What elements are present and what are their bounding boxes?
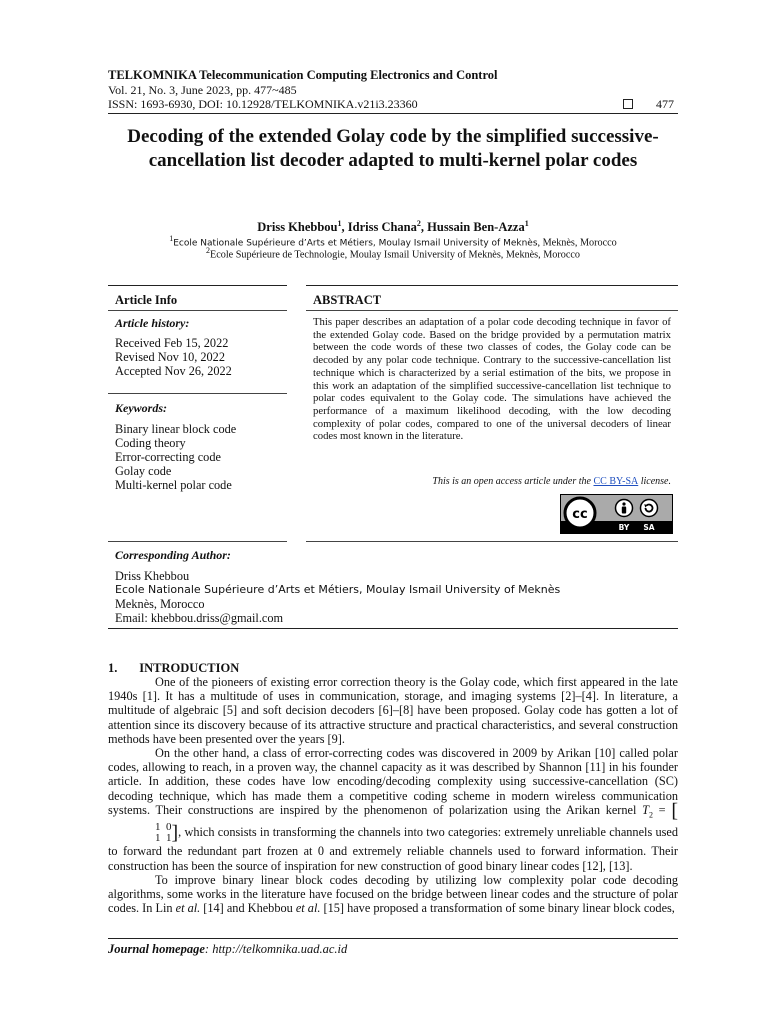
affiliation-2: [108, 246, 678, 260]
paragraph-text: [14] and Khebbou: [200, 901, 296, 916]
open-access-notice: [313, 476, 671, 487]
open-access-suffix: license.: [638, 476, 671, 487]
kernel-equals: =: [652, 802, 672, 817]
header-divider: [108, 113, 678, 114]
et-al: et al.: [175, 901, 201, 916]
keyword-item: Coding theory: [115, 436, 186, 450]
affiliation-sup: 2: [206, 246, 210, 255]
cc-badge-graphic: [561, 495, 672, 533]
corresponding-rule-left: [108, 541, 287, 542]
author-name: Idriss Chana: [347, 220, 417, 235]
article-history-heading: Article history:: [115, 316, 190, 330]
keyword-item: Multi-kernel polar code: [115, 478, 232, 492]
paragraph-text: To improve binary linear block codes decoding by utilizing low complexity polar code decoding algorithms, some works in the literature have focused on the bridge between linear codes and the structure of polar codes. In Lin: [108, 872, 678, 916]
journal-volume: Vol. 21, No. 3, June 2023, pp. 477~485: [108, 83, 297, 97]
et-al: et al.: [295, 901, 321, 916]
journal-issn-doi: ISSN: 1693-6930, DOI: 10.12928/TELKOMNIKA.v21i3.23360: [108, 97, 418, 111]
abstract-divider: [306, 310, 678, 311]
corresponding-institution: Ecole Nationale Supérieure d’Arts et Métiers, Moulay Ismail University of Meknès: [115, 583, 561, 596]
keyword-item: Error-correcting code: [115, 450, 221, 464]
corresponding-name: Driss Khebbou: [115, 569, 190, 583]
corresponding-email[interactable]: Email: khebbou.driss@gmail.com: [115, 611, 284, 625]
history-item: Received Feb 15, 2022: [115, 336, 229, 350]
author-sep: ,: [341, 220, 348, 235]
affiliation-sup: 1: [169, 234, 174, 243]
author-sep: ,: [420, 220, 428, 235]
abstract-top-rule: [306, 285, 678, 286]
badge-by-label: BY: [618, 523, 630, 532]
affiliation-location: , Meknès, Morocco: [537, 237, 617, 249]
introduction-body: [108, 675, 678, 916]
section-heading-introduction: 1. INTRODUCTION: [108, 661, 240, 675]
keywords-heading: Keywords:: [115, 401, 167, 415]
abstract-heading: ABSTRACT: [313, 293, 382, 307]
author-name: Hussain Ben-Azza: [427, 220, 525, 235]
article-history-list: [115, 336, 232, 378]
affiliation-name: Ecole Nationale Supérieure d’Arts et Métiers, Moulay Ismail University of Meknès: [173, 238, 538, 249]
kernel-symbol: T: [642, 802, 649, 817]
author-list: [108, 219, 678, 235]
footer-divider: [108, 938, 678, 939]
abstract-text: This paper describes an adaptation of a polar code decoding technique in favor of the extended Golay code. Based on the bridge provided by a permutation matrix between the code words of these two classes of codes, the Golay code can be decoded by any polar code technique. Contrary to the successive-cancellation list technique which is characterized by a serial estimation of the bits, we propose in this work an adaptation of the simplified successive-cancellation list technique to polar codes equivalent to the Golay code. The simulations have achieved the performance of a maximum likelihood decoding, with the low decoding complexity of polar codes, compared to one of the universal decoders of linear codes most known in the literature.: [313, 316, 671, 443]
article-info-top-rule: [108, 285, 287, 286]
matrix-row: 1 1: [155, 832, 172, 845]
square-icon: [623, 99, 633, 109]
article-info-heading: Article Info: [115, 293, 178, 307]
license-link[interactable]: CC BY-SA: [593, 476, 639, 487]
paragraph: On the other hand, a class of error-correcting codes was discovered in 2009 by Arikan [10] called polar codes, allowing to reach, in a proven way, the channel capacity as it was described by Shannon [11] in his founder article. In addition, these codes have low encoding/decoding complexity using successive-cancellation (SC) decoding technique, which has made them a competitive coding scheme in modern wireless communication systems. Their constructions are inspired by the phenomenon of polarization using the Arikan kernel $T_2$ = [ 1 0 1 1 ], which consists in transforming the channels into two categories: extremely unreliable channels used to forward the redundant part frozen at 0 and extremely reliable channels used to forward information. Their construction has been the source of inspiration for new construction of good binary linear codes [12], [13].: [108, 746, 678, 873]
paragraph: [108, 873, 678, 916]
paragraph-text: , which consists in transforming the channels into two categories: extremely unreliable channels used to forward the redundant part frozen at 0 and extremely reliable channels used to forward information. Their construction has been the source of inspiration for new construction of good binary linear codes [12], [13].: [108, 825, 678, 873]
author-sup: 1: [337, 219, 342, 228]
kernel-matrix: [108, 822, 172, 844]
history-item: Revised Nov 10, 2022: [115, 350, 225, 364]
homepage-label: Journal homepage: [108, 942, 205, 956]
person-icon: [616, 500, 633, 517]
keywords-list: [115, 422, 236, 492]
cc-logo-icon: [565, 498, 595, 528]
share-alike-icon: [641, 500, 658, 517]
author-sup: 1: [524, 219, 529, 228]
corresponding-rule-right: [306, 541, 678, 542]
paper-title: Decoding of the extended Golay code by the simplified successive-cancellation list decoder adapted to multi-kernel polar codes: [127, 126, 659, 171]
corresponding-heading: Corresponding Author:: [115, 548, 231, 562]
page-number: 477: [656, 97, 674, 111]
kernel-subscript: 2: [648, 810, 653, 820]
corresponding-location: Meknès, Morocco: [115, 597, 205, 611]
keyword-item: Golay code: [115, 464, 172, 478]
author-name: Driss Khebbou: [257, 220, 338, 235]
homepage-url[interactable]: http://telkomnika.uad.ac.id: [212, 942, 348, 956]
paragraph-text: On the other hand, a class of error-correcting codes was discovered in 2009 by Arikan [10] called polar codes, allowing to reach, in a proven way, the channel capacity as it was described by Shannon [11] in his founder article. In addition, these codes have low encoding/decoding complexity using successive-cancellation (SC) decoding technique, which has made them a competitive coding scheme in modern wireless communication systems. Their constructions are inspired by the phenomenon of polarization using the Arikan kernel: [108, 746, 678, 817]
front-matter-bottom-rule: [108, 628, 678, 629]
cc-logo-text: cc: [572, 507, 588, 522]
matrix-row: 1 0: [155, 821, 172, 834]
journal-name: TELKOMNIKA Telecommunication Computing Electronics and Control: [108, 68, 498, 82]
open-access-prefix: This is an open access article under the: [432, 476, 594, 487]
paragraph: One of the pioneers of existing error correction theory is the Golay code, which first appeared in the late 1940s [1]. It has a multitude of uses in communication, storage, and imaging systems [2]–[4]. In literature, a multitude of algebraic [5] and soft decision decoders [6]–[8] have been proposed. Golay code has gotten a lot of attention since its discovery because of its attractive structure and practical characteristics, and several construction methods have been presented over the years [9].: [108, 675, 678, 746]
badge-sa-label: SA: [643, 523, 655, 532]
history-divider: [108, 393, 287, 394]
keyword-item: Binary linear block code: [115, 422, 237, 436]
article-info-divider: [108, 310, 287, 311]
journal-homepage: [108, 942, 347, 957]
homepage-sep: :: [204, 942, 213, 956]
cc-by-sa-badge[interactable]: [560, 494, 673, 534]
history-item: Accepted Nov 26, 2022: [115, 364, 232, 378]
corresponding-details: [115, 569, 560, 625]
affiliation-name: Ecole Supérieure de Technologie, Moulay Ismail University of Meknès, Meknès, Morocco: [210, 249, 580, 261]
author-sup: 2: [416, 219, 421, 228]
paragraph-text: [15] have proposed a transformation of some binary linear block codes,: [320, 901, 675, 916]
